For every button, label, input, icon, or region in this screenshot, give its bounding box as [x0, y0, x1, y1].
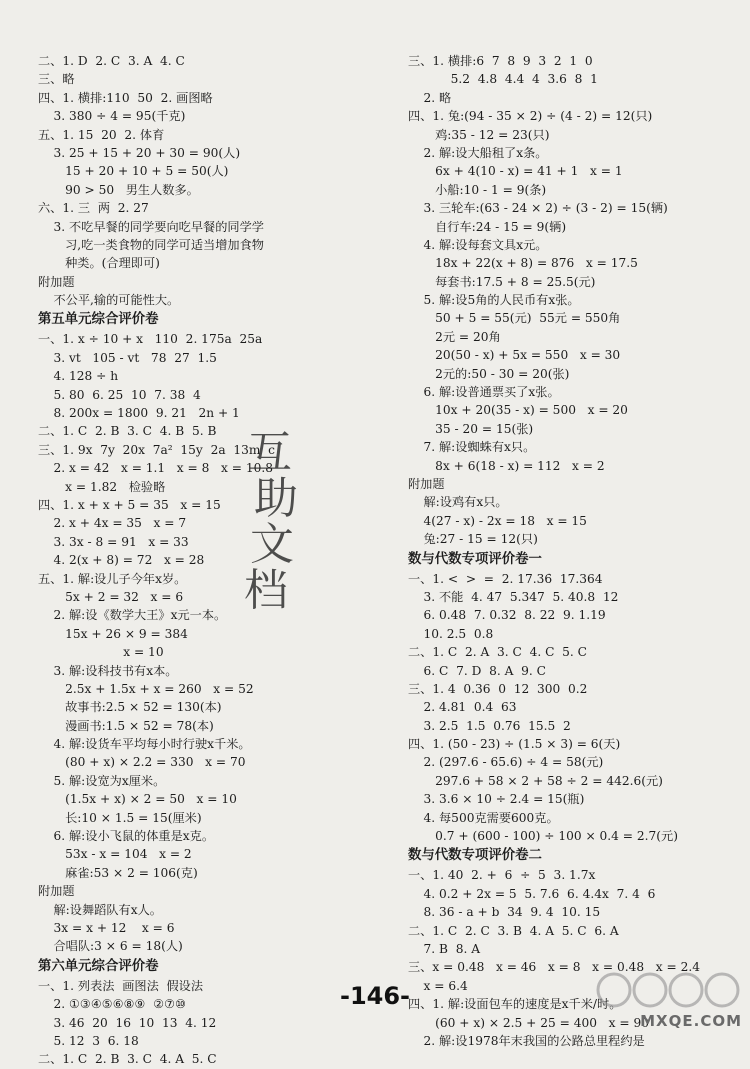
answer-line: 3. 2.5 1.5 0.76 15.5 2: [408, 718, 571, 733]
answer-line: 3. 3.6 × 10 ÷ 2.4 = 15(瓶): [408, 792, 585, 807]
answer-line: 297.6 + 58 × 2 + 58 ÷ 2 = 442.6(元): [408, 773, 663, 788]
answer-line: 15x + 26 × 9 = 384: [38, 626, 188, 641]
answer-line: 鸡:35 - 12 = 23(只): [408, 127, 550, 142]
answer-line: 90 > 50 男生人数多。: [38, 182, 199, 197]
answer-line: 一、1. x ÷ 10 + x 110 2. 175a 25a: [38, 332, 263, 347]
answer-line: 二、1. C 2. B 3. C 4. B 5. B: [38, 424, 217, 439]
handwritten-char: 互: [248, 427, 292, 478]
answer-line: 长:10 × 1.5 = 15(厘米): [38, 810, 202, 825]
answer-line: 6. C 7. D 8. A 9. C: [408, 663, 546, 678]
answer-line: (60 + x) × 2.5 + 25 = 400 x = 90: [408, 1015, 649, 1030]
answer-line: 四、1. 横排:110 50 2. 画图略: [38, 90, 213, 105]
section-heading: 数与代数专项评价卷二: [408, 848, 542, 864]
answer-line: 2元的:50 - 30 = 20(张): [408, 366, 570, 381]
answer-line: 漫画书:1.5 × 52 = 78(本): [38, 718, 214, 733]
answer-line: 5x + 2 = 32 x = 6: [38, 589, 184, 604]
answer-line: 种类。(合理即可): [38, 256, 160, 271]
answer-line: x = 10: [38, 645, 164, 660]
answer-line: 2. 4.81 0.4 63: [408, 700, 517, 715]
answer-line: 10x + 20(35 - x) = 500 x = 20: [408, 403, 628, 418]
answer-line: 3. vt 105 - vt 78 27 1.5: [38, 350, 217, 365]
answer-line: 3. 25 + 15 + 20 + 30 = 90(人): [38, 145, 241, 160]
answer-line: 6x + 4(10 - x) = 41 + 1 x = 1: [408, 164, 623, 179]
answer-line: 8x + 6(18 - x) = 112 x = 2: [408, 458, 605, 473]
section-heading: 数与代数专项评价卷一: [408, 551, 542, 567]
answer-line: 小船:10 - 1 = 9(条): [408, 182, 547, 197]
answer-line: 2. ①③④⑤⑥⑧⑨ ②⑦⑩: [38, 997, 187, 1012]
section-heading: 第六单元综合评价卷: [38, 958, 159, 974]
answer-line: 5. 80 6. 25 10 7. 38 4: [38, 387, 201, 402]
answer-line: 二、1. C 2. C 3. B 4. A 5. C 6. A: [408, 923, 619, 938]
answer-line: 六、1. 三 两 2. 27: [38, 201, 149, 216]
answer-line: 一、1. < > = 2. 17.36̇ 17.364: [408, 571, 603, 586]
answer-line: 2. x = 42 x = 1.1 x = 8 x = 10.8: [38, 461, 273, 476]
answer-line: 3x = x + 12 x = 6: [38, 920, 175, 935]
answer-line: 4(27 - x) - 2x = 18 x = 15: [408, 513, 587, 528]
answer-line: 四、1. (50 - 23) ÷ (1.5 × 3) = 6(天): [408, 737, 621, 752]
answer-line: 二、1. D 2. C 3. A 4. C: [38, 54, 185, 68]
answer-line: 4. 0.2 + 2x = 5 5. 7.6 6. 4.4x 7. 4 6: [408, 886, 656, 901]
answer-line: 附加题: [408, 476, 445, 491]
answer-line: 一、1. 列表法 画图法 假设法: [38, 978, 204, 993]
answer-line: 4. 2(x + 8) = 72 x = 28: [38, 553, 205, 568]
answer-line: 二、1. C 2. B 3. C 4. A 5. C: [38, 1052, 217, 1067]
answer-line: (80 + x) × 2.2 = 330 x = 70: [38, 755, 246, 770]
answer-line: 5. 解:设5角的人民币有x张。: [408, 293, 580, 308]
answer-line: 自行车:24 - 15 = 9(辆): [408, 219, 567, 234]
answer-line: 2. 解:设1978年末我国的公路总里程约是: [408, 1033, 645, 1048]
answer-line: 四、1. x + x + 5 = 35 x = 15: [38, 497, 221, 512]
answer-line: 2元 = 20角: [408, 329, 501, 344]
page-number: -146-: [339, 982, 411, 1010]
answer-line: 4. 128 ÷ h: [38, 369, 119, 384]
answer-line: 一、1. 40 2. + 6 ÷ 5 3. 1.7x: [408, 868, 596, 883]
answer-line: 三、略: [38, 72, 75, 87]
right-answer-column: [408, 52, 743, 1050]
answer-line: 8. 200x = 1800 9. 21 2n + 1: [38, 406, 240, 421]
answer-line: 不公平,输的可能性大。: [38, 293, 180, 308]
answer-line: 2. 解:设大船租了x条。: [408, 145, 548, 160]
answer-line: 2. (297.6 - 65.6) ÷ 4 = 58(元): [408, 755, 604, 770]
answer-line: 4. 解:设货车平均每小时行驶x千米。: [38, 737, 251, 752]
handwritten-char: 助: [254, 473, 298, 524]
answer-line: 3. 解:设科技书有x本。: [38, 663, 178, 678]
answer-line: 4. 解:设每套文具x元。: [408, 237, 548, 252]
answer-line: 53x - x = 104 x = 2: [38, 847, 192, 862]
answer-line: 四、1. 解:设面包车的速度是x千米/时。: [408, 997, 622, 1012]
answer-line: 合唱队:3 × 6 = 18(人): [38, 939, 183, 954]
answer-line: 解:设鸡有x只。: [408, 495, 508, 510]
answer-line: 解:设舞蹈队有x人。: [38, 902, 162, 917]
answer-line: 每套书:17.5 + 8 = 25.5(元): [408, 274, 596, 289]
answer-line: 7. B 8. A: [408, 941, 481, 956]
answer-line: 五、1. 解:设儿子今年x岁。: [38, 571, 187, 586]
answer-line: 习,吃一类食物的同学可适当增加食物: [38, 237, 264, 252]
answer-line: 附加题: [38, 884, 75, 899]
answer-line: 5. 解:设宽为x厘米。: [38, 773, 166, 788]
answer-line: 三、1. 4 0.36 0 12 300 0.2: [408, 681, 588, 696]
answer-line: 5.2 4.8 4.4 4 3.6 8 1: [408, 72, 598, 87]
section-heading: 第五单元综合评价卷: [38, 312, 159, 328]
answer-line: 10. 2.5 0.8: [408, 626, 494, 641]
handwritten-char: 档: [244, 565, 288, 616]
answer-line: 18x + 22(x + 8) = 876 x = 17.5: [408, 256, 638, 271]
answer-line: 2. x + 4x = 35 x = 7: [38, 516, 187, 531]
answer-line: 3. 3x - 8 = 91 x = 33: [38, 534, 189, 549]
answer-line: 2.5x + 1.5x + x = 260 x = 52: [38, 681, 254, 696]
answer-line: 四、1. 兔:(94 - 35 × 2) ÷ (4 - 2) = 12(只): [408, 109, 653, 124]
answer-line: 2. 略: [408, 90, 452, 105]
answer-line: 5. 12 3 6. 18: [38, 1033, 139, 1048]
answer-line: 三、1. 9x 7y 20x 7a² 15y 2a 13m c: [38, 442, 275, 457]
answer-line: 6. 解:设普通票买了x张。: [408, 385, 560, 400]
answer-line: 7. 解:设蜘蛛有x只。: [408, 440, 536, 455]
answer-line: 3. 不能 4. 47 5.347 5. 40.8 12: [408, 589, 619, 604]
answer-line: 三、x = 0.48 x = 46 x = 8 x = 0.48 x = 2.4: [408, 960, 700, 975]
handwritten-char: 文: [250, 519, 294, 570]
answer-line: 8. 36 - a + b 34 9. 4 10. 15: [408, 905, 601, 920]
answer-line: x = 6.4: [408, 978, 468, 993]
answer-line: 2. 解:设《数学大王》x元一本。: [38, 608, 227, 623]
answer-line: 3. 380 ÷ 4 = 95(千克): [38, 109, 186, 124]
answer-line: 二、1. C 2. A 3. C 4. C 5. C: [408, 645, 587, 660]
answer-line: 附加题: [38, 274, 75, 289]
answer-line: 麻雀:53 × 2 = 106(克): [38, 865, 198, 880]
answer-line: 4. 每500克需要600克。: [408, 810, 559, 825]
answer-line: 50 + 5 = 55(元) 55元 = 550角: [408, 311, 621, 326]
answer-line: 兔:27 - 15 = 12(只): [408, 532, 538, 547]
answer-line: 3. 46 20 16 10 13 4. 12: [38, 1015, 217, 1030]
handwritten-annotation: [244, 427, 318, 620]
answer-line: 0.7 + (600 - 100) ÷ 100 × 0.4 = 2.7(元): [408, 829, 678, 844]
answer-line: 15 + 20 + 10 + 5 = 50(人): [38, 164, 229, 179]
left-answer-column: [38, 52, 393, 1069]
answer-line: 6. 0.48 7. 0.32 8. 22 9. 1.19: [408, 608, 606, 623]
answer-line: (1.5x + x) × 2 = 50 x = 10: [38, 792, 237, 807]
watermark-text: MXQE.COM: [640, 1012, 742, 1030]
answer-line: 3. 三轮车:(63 - 24 × 2) ÷ (3 - 2) = 15(辆): [408, 201, 668, 216]
answer-line: 3. 不吃早餐的同学要向吃早餐的同学学: [38, 219, 264, 234]
answer-line: 故事书:2.5 × 52 = 130(本): [38, 700, 222, 715]
answer-line: 20(50 - x) + 5x = 550 x = 30: [408, 348, 621, 363]
answer-line: 三、1. 横排:6 7 8 9 3 2 1 0: [408, 54, 593, 68]
answer-line: x = 1.82 检验略: [38, 479, 166, 494]
answer-line: 五、1. 15 20 2. 体育: [38, 127, 165, 142]
answer-line: 6. 解:设小飞鼠的体重是x克。: [38, 829, 215, 844]
answer-line: 35 - 20 = 15(张): [408, 421, 534, 436]
